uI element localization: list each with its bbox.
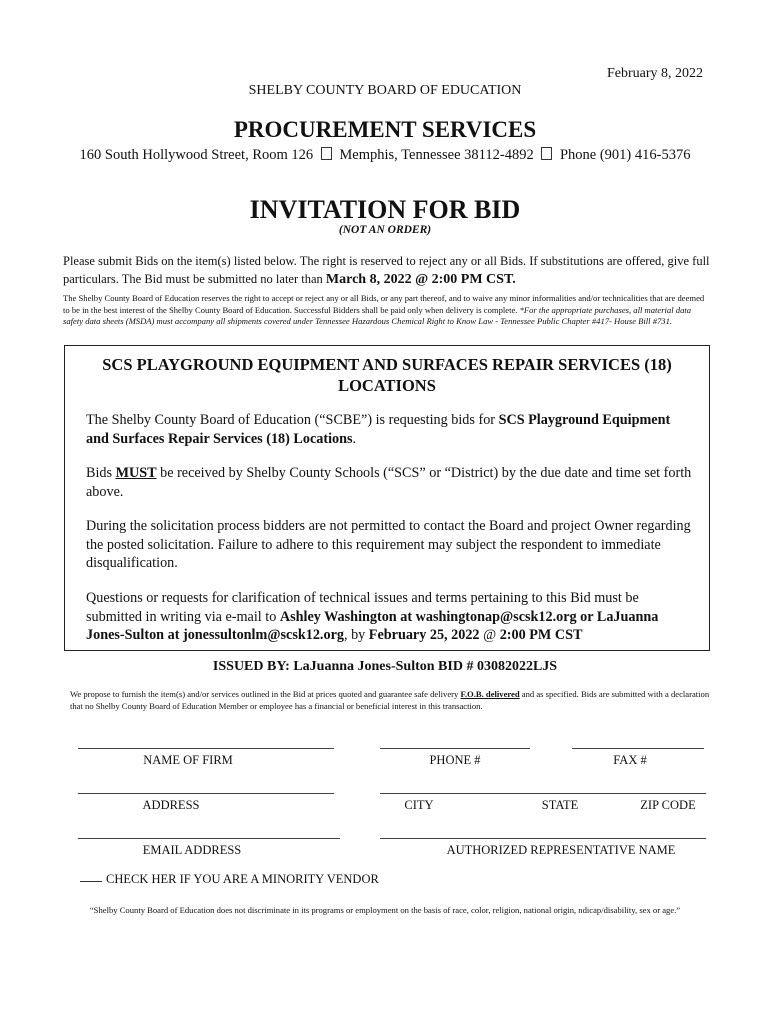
submission-instructions — [63, 252, 711, 289]
minority-checkbox-blank[interactable] — [80, 881, 102, 882]
fine-print-text: The Shelby County Board of Education reserves the right to accept or reject any or all Bids, or any part thereof, and to waive any minor informalities and/or technicalities that are deemed to be in the best interest of the Shelby County Board of Education. Successful Bidders shall be paid only when delivery is complete. — [63, 293, 705, 315]
phone-number: Phone (901) 416-5376 — [559, 147, 691, 163]
phone-label: PHONE # — [429, 753, 481, 767]
city-address: Memphis, Tennessee 38112-4892 — [339, 147, 534, 163]
contact-restriction-paragraph: During the solicitation process bidders are not permitted to contact the Board and project Owner regarding the posted solicitation. Failure to adhere to this requirement may subject the respondent to immediate disqualification. — [86, 518, 691, 571]
phone-field[interactable] — [380, 748, 530, 749]
email-label: EMAIL ADDRESS — [142, 843, 242, 857]
must-post: be received by Shelby County Schools (“SCS” or “District) by the due date and time set forth above. — [86, 465, 692, 500]
must-pre: Bids — [86, 465, 116, 481]
request-paragraph — [86, 411, 696, 448]
msds-note: *For the appropriate purchases, all material data safety data sheets (MSDA) must accompany all shipments covered under Tennessee Hazardous Chemical Right to Know Law - Tennessee Public Chapter #417- House Bill #731. — [63, 304, 692, 326]
questions-at: @ — [479, 627, 500, 643]
must-paragraph — [86, 464, 696, 501]
representative-label: AUTHORIZED REPRESENTATIVE NAME — [446, 843, 676, 857]
fine-print — [63, 293, 711, 328]
separator-box-icon — [321, 147, 332, 160]
fob-term: F.O.B. delivered — [460, 689, 520, 699]
page-subtitle: (NOT AN ORDER) — [338, 224, 432, 236]
separator-box-icon — [541, 147, 552, 160]
address-field[interactable] — [78, 793, 334, 794]
street-address: 160 South Hollywood Street, Room 126 — [79, 147, 314, 163]
questions-paragraph — [86, 589, 696, 645]
document-date: February 8, 2022 — [606, 66, 703, 81]
questions-deadline-time: 2:00 PM CST — [499, 627, 583, 643]
department-title: PROCUREMENT SERVICES — [233, 117, 537, 142]
city-label: CITY — [404, 798, 434, 812]
proposal-declaration — [70, 688, 710, 712]
representative-field[interactable] — [380, 838, 706, 839]
page-title: INVITATION FOR BID — [249, 195, 521, 224]
bid-project-title — [64, 354, 710, 396]
city-state-zip-field[interactable] — [380, 793, 706, 794]
minority-vendor-check — [80, 872, 379, 887]
instructions-text: Please submit Bids on the item(s) listed below. The right is reserved to reject any or all Bids. If substitutions are offered, give full particulars. The Bid must be submitted no later than — [63, 254, 710, 286]
proposal-text: We propose to furnish the item(s) and/or services outlined in the Bid at prices quoted and guarantee safe delivery — [70, 689, 461, 699]
zip-label: ZIP CODE — [640, 798, 696, 812]
proposal-text-end: and as specified. Bids are submitted with a declaration that no Shelby County Board of Education Member or employee has a financial or beneficial interest in this transaction. — [70, 689, 710, 711]
nondiscrimination-statement: “Shelby County Board of Education does not discriminate in its programs or employment on the basis of race, color, religion, national origin, ndicap/disability, sex or age.” — [89, 905, 681, 915]
project-title-line-2: LOCATIONS — [338, 376, 436, 395]
firm-name-field[interactable] — [78, 748, 334, 749]
request-text: The Shelby County Board of Education (“SCBE”) is requesting bids for — [86, 412, 499, 428]
minority-label: CHECK HER IF YOU ARE A MINORITY VENDOR — [106, 872, 379, 886]
address-label: ADDRESS — [142, 798, 200, 812]
fax-field[interactable] — [572, 748, 704, 749]
questions-text: Questions or requests for clarification of technical issues and terms pertaining to this Bid must be submitted in writing via e-mail to — [86, 590, 639, 625]
contact-emails[interactable]: Ashley Washington at washingtonap@scsk12.org or LaJuanna Jones-Sulton at jonessultonlm@scsk12.org — [86, 608, 659, 643]
must-emphasis: MUST — [115, 465, 157, 481]
bid-deadline: March 8, 2022 @ 2:00 PM CST. — [325, 272, 516, 287]
request-project-name: SCS Playground Equipment and Surfaces Repair Services (18) Locations — [86, 412, 671, 447]
questions-deadline-date: February 25, 2022 — [368, 627, 480, 643]
board-name: SHELBY COUNTY BOARD OF EDUCATION — [248, 83, 522, 98]
project-title-line-1: SCS PLAYGROUND EQUIPMENT AND SURFACES REPAIR SERVICES (18) — [102, 355, 672, 374]
questions-by: , by — [343, 627, 369, 643]
firm-name-label: NAME OF FIRM — [143, 753, 233, 767]
address-line — [0, 147, 770, 164]
request-end: . — [352, 430, 357, 447]
state-label: STATE — [541, 798, 579, 812]
fax-label: FAX # — [613, 753, 647, 767]
email-field[interactable] — [78, 838, 340, 839]
issued-by-line: ISSUED BY: LaJuanna Jones-Sulton BID # 03082022LJS — [212, 659, 558, 674]
